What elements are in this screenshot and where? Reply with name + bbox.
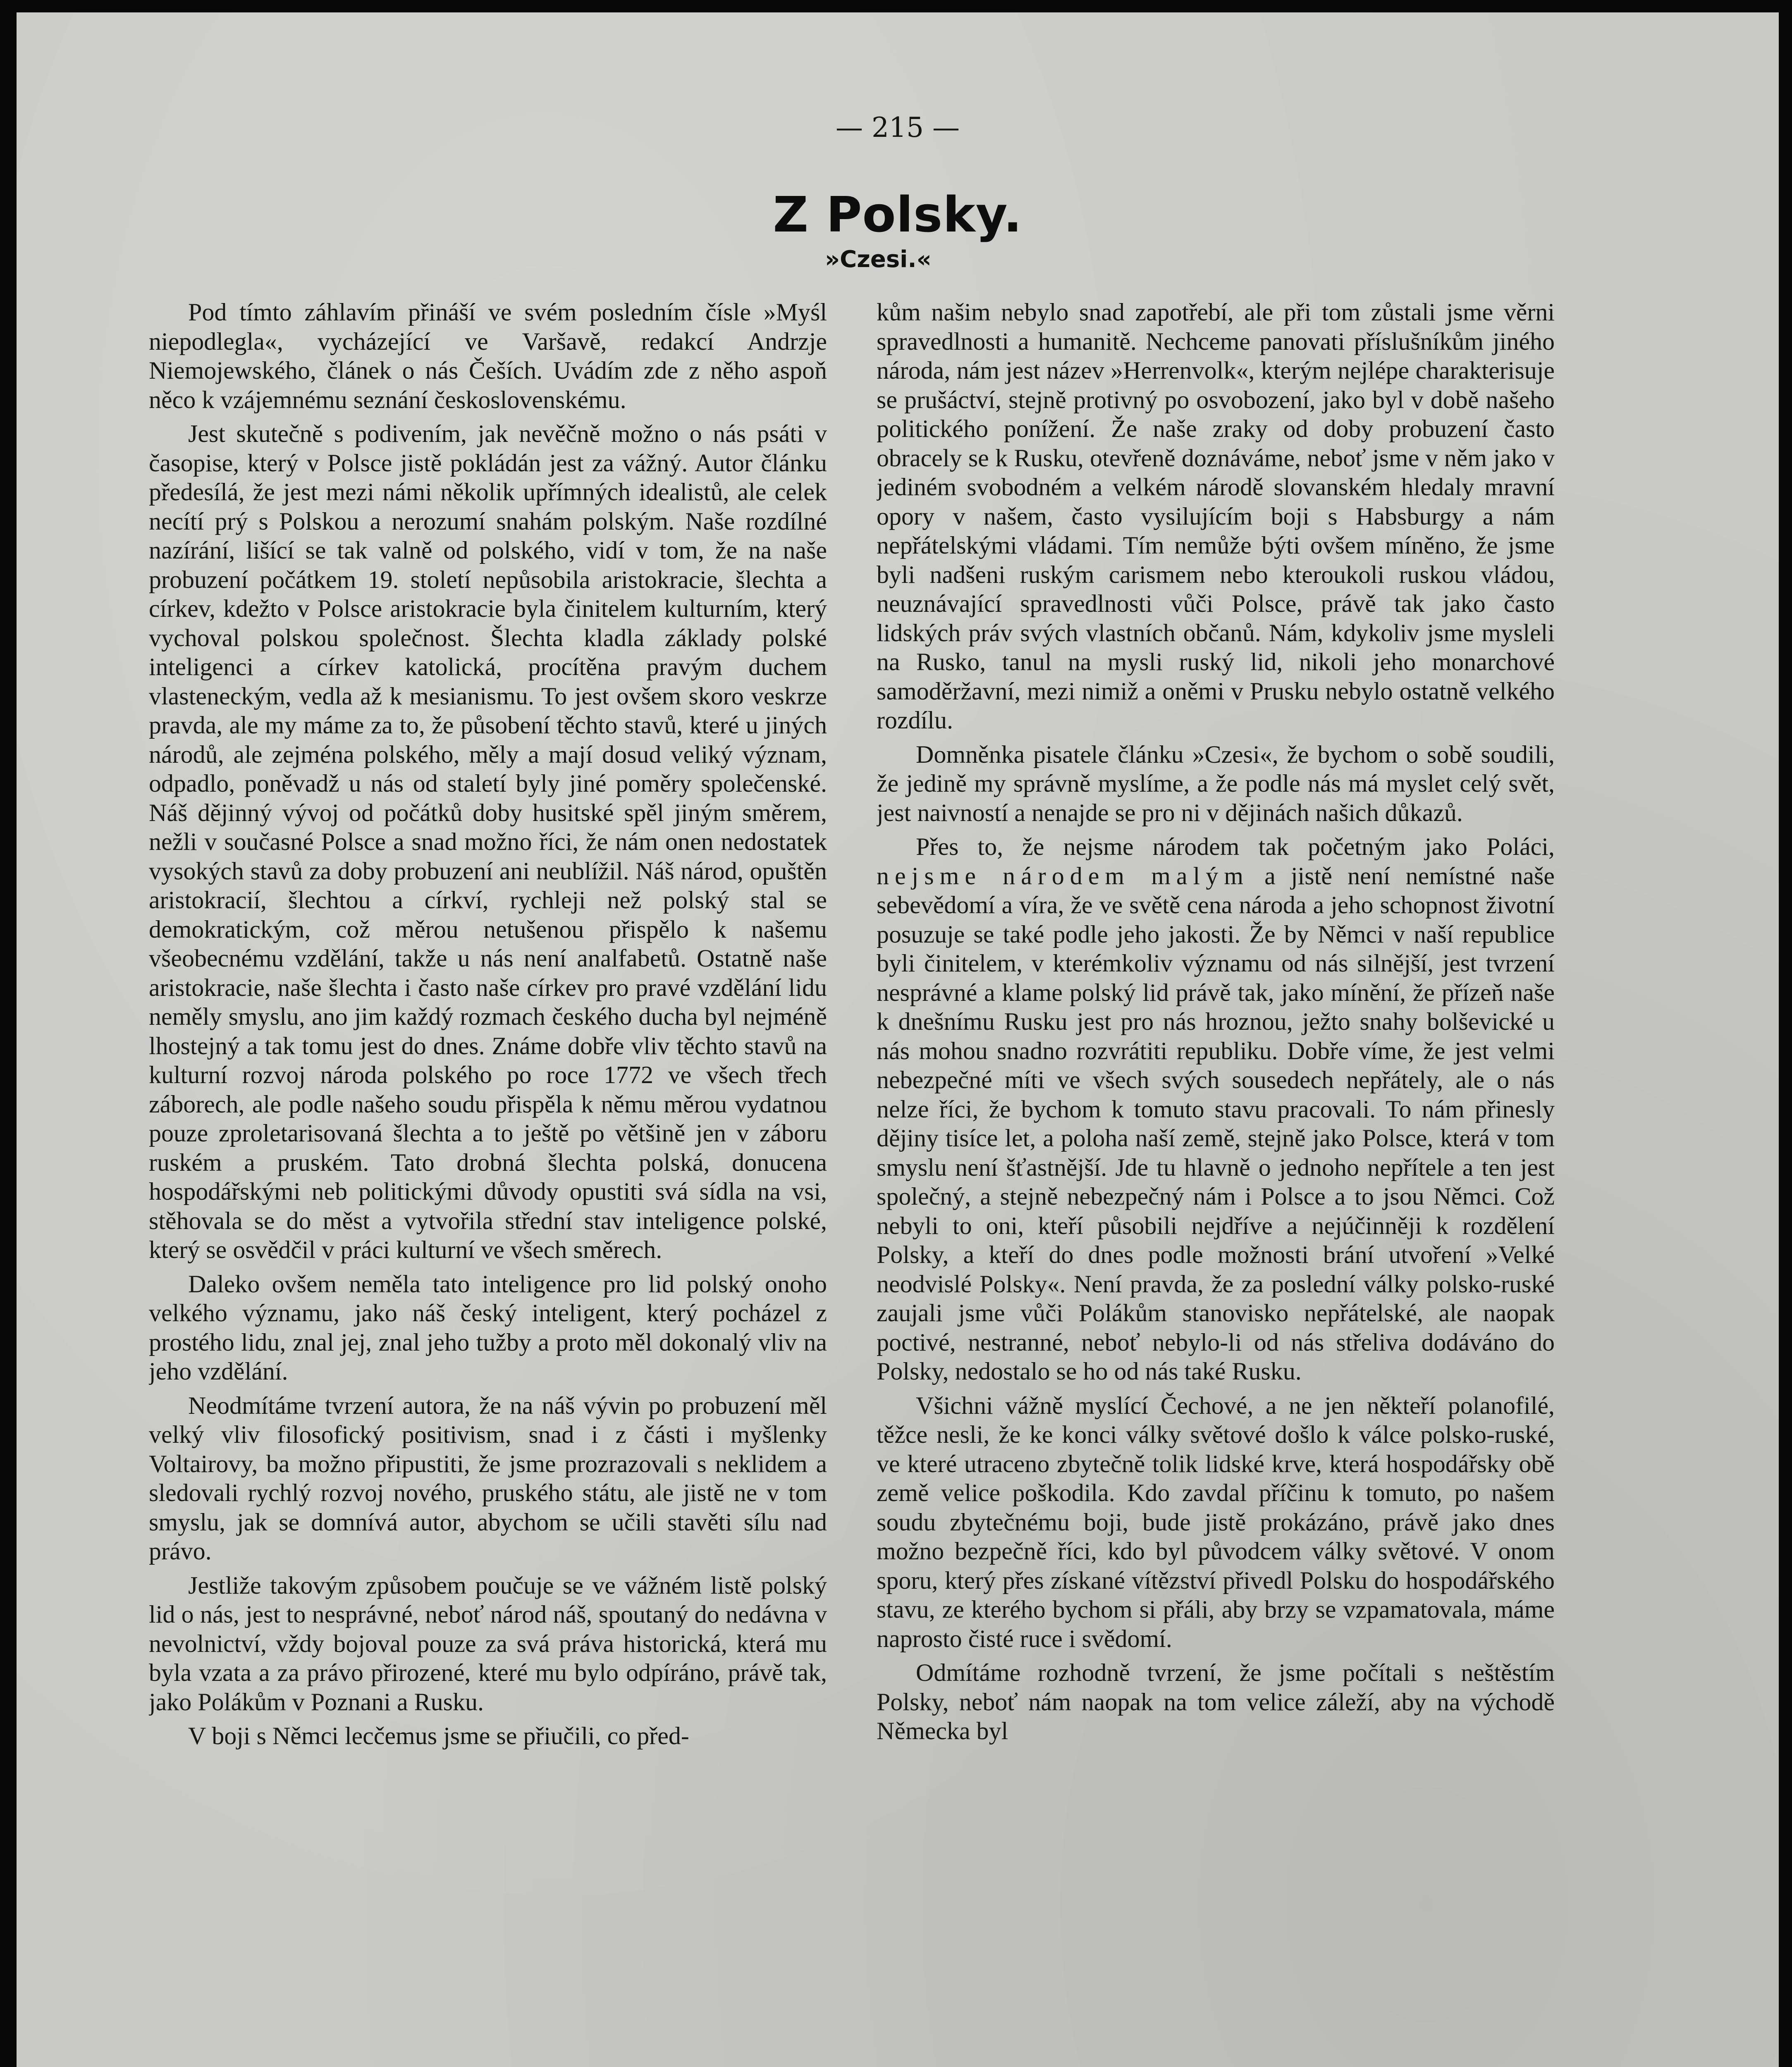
paragraph: Odmítáme rozhodně tvrzení, že jsme počítali s neštěstím Polsky, neboť nám naopak na tom velice záleží, aby na východě Německa byl	[877, 1659, 1555, 1745]
page-number: — 215 —	[836, 112, 960, 143]
paragraph: Jest skutečně s podivením, jak nevěčně možno o nás psáti v časopise, který v Polsce jistě pokládán jest za vážný. Autor článku předesílá, že jest mezi námi několik upřímných idealistů, ale celek necítí prý s Polskou a nerozumí snahám polským. Naše rozdílné nazírání, lišící se tak valně od polského, vidí v tom, že na naše probuzení počátkem 19. století nepůsobila aristokracie, šlechta a církev, kdežto v Polsce aristokracie byla činitelem kulturním, který vychoval polskou společnost. Šlechta kladla základy polské inteligenci a církev katolická, procítěna pravým duchem vlasteneckým, vedla až k mesianismu. To jest ovšem skoro veskrze pravda, ale my máme za to, že působení těchto stavů, které u jiných národů, ale zejména polského, měly a mají dosud veliký význam, odpadlo, poněvadž u nás od staletí byly jiné poměry společenské. Náš dějinný vývoj od počátků doby husitské spěl jiným směrem, nežli v současné Polsce a snad možno říci, že nám onen nedostatek vysokých stavů za doby probuzení ani neublížil. Náš národ, opuštěn aristokracií, šlechtou a církví, rychleji než polský stal se demokratickým, což měrou netušenou přispělo k našemu všeobecnému vzdělání, takže u nás není analfabetů. Ostatně naše aristokracie, naše šlechta i často naše církev pro pravé vzdělání lidu neměly smyslu, ano jim každý rozmach českého ducha byl nejméně lhostejný a tak tomu jest do dnes. Známe dobře vliv těchto stavů na kulturní rozvoj národa polského po roce 1772 ve všech třech záborech, ale podle našeho soudu přispěla k němu měrou vydatnou pouze zproletarisovaná šlechta a to ještě po většině jen v záboru ruském a pruském. Tato drobná šlechta polská, donucena hospodářskými neb politickými důvody opustiti svá sídla na vsi, stěhovala se do měst a vytvořila střední stav inteligence polské, který se osvědčil v práci kulturní ve všech směrech.	[149, 420, 827, 1263]
emphasized-text: nejsme národem malým	[877, 862, 1249, 890]
paragraph: Domněnka pisatele článku »Czesi«, že bychom o sobě soudili, že jedině my správně myslíme, a že podle nás má myslet celý svět, jest naivností a nenajde se pro ni v dějinách našich důkazů.	[877, 740, 1555, 826]
text-run: a jistě není nemístné naše sebevědomí a víra, že ve světě cena národa a jeho schopnost životní posuzuje se také podle jeho jakosti. Že by Němci v naší republice byli činitelem, v kterémkoliv významu od nás silnější, jest tvrzení nesprávné a klame polský lid právě tak, jako mínění, že přízeň naše k dnešnímu Rusku jest pro nás hroznou, ježto snahy bolševické u nás mohou snadno rozvrátiti republiku. Dobře víme, že jest velmi nebezpečné míti ve všech svých sousedech nepřátely, ale o nás nelze říci, že bychom k tomuto stavu pracovali. To nám přinesly dějiny tisíce let, a poloha naší země, stejně jako Polsce, která v tom smyslu není šťastnější. Jde tu hlavně o jednoho nepřítele a ten jest společný, a stejně nebezpečný nám i Polsce a to jsou Němci. Což nebyli to oni, kteří působili nejdříve a nejúčinněji k rozdělení Polsky, a kteří do dnes podle možnosti brání utvoření »Velké neodvislé Polsky«. Není pravda, že za poslední války polsko-ruské zaujali jsme vůči Polákům stanovisko nepřátelské, ale naopak poctivé, nestranné, neboť nebylo-li od nás střeliva dodáváno do Polsky, nedostalo se ho od nás také Rusku.	[877, 862, 1555, 1385]
scanned-page	[17, 12, 1779, 2067]
left-column	[149, 298, 827, 2055]
article-subtitle: »Czesi.«	[825, 246, 932, 273]
paragraph	[877, 832, 1555, 1386]
paragraph: Daleko ovšem neměla tato inteligence pro lid polský onoho velkého významu, jako náš český inteligent, který pocházel z prostého lidu, znal jej, znal jeho tužby a proto měl dokonalý vliv na jeho vzdělání.	[149, 1270, 827, 1385]
paragraph: kům našim nebylo snad zapotřebí, ale při tom zůstali jsme věrni spravedlnosti a humanitě. Nechceme panovati příslušníkům jiného národa, nám jest název »Herrenvolk«, kterým nejlépe charakterisuje se prušáctví, stejně protivný po osvobození, jako byl v době našeho politického ponížení. Že naše zraky od doby probuzení často obracely se k Rusku, otevřeně doznáváme, neboť jsme v něm jako v jediném svobodném a velkém národě slovanském hledaly mravní opory v našem, často vysilujícím boji s Habsburgy a nám nepřátelskými vládami. Tím nemůže býti ovšem míněno, že jsme byli nadšeni ruským carismem nebo kteroukoli ruskou vládou, neuznávající spravedlnosti vůči Polsce, právě tak jako často lidských práv svých vlastních občanů. Nám, kdykoliv jsme mysleli na Rusko, tanul na mysli ruský lid, nikoli jeho monarchové samoděržavní, mezi nimiž a oněmi v Prusku nebylo ostatně velkého rozdílu.	[877, 298, 1555, 734]
paragraph: V boji s Němci lecčemus jsme se přiučili, co před-	[188, 1722, 689, 1750]
paragraph: Neodmítáme tvrzení autora, že na náš vývin po probuzení měl velký vliv filosofický positivism, snad i z části i myšlenky Voltairovy, ba možno připustiti, že jsme prozrazovali s neklidem a sledovali rychlý rozvoj nového, pruského státu, ale jistě ne v tom smyslu, jak se domnívá autor, abychom se učili stavěti sílu nad právo.	[149, 1392, 827, 1565]
article-title: Z Polsky.	[773, 186, 1023, 243]
paragraph: Všichni vážně myslící Čechové, a ne jen někteří polanofilé, těžce nesli, že ke konci války světové došlo k válce polsko-ruské, ve které utraceno zbytečně tolik lidské krve, která hospodářsky obě země velice poškodila. Kdo zavdal příčinu k tomuto, po našem soudu zbytečnému boji, bude jistě prokázáno, právě jako dnes možno bezpečně říci, kdo byl původcem války světové. V onom sporu, který přes získané vítězství přivedl Polsku do hospodářského stavu, ze kterého bychom si přáli, aby brzy se vzpamatovala, máme naprosto čisté ruce i svědomí.	[877, 1392, 1555, 1652]
text-run: Přes to, že nejsme národem tak početným jako Poláci,	[916, 833, 1555, 860]
paragraph: Pod tímto záhlavím přináší ve svém posledním čísle »Myśl niepodlegla«, vycházející ve Varšavě, redakcí Andrzje Niemojewského, článek o nás Češích. Uvádím zde z něho aspoň něco k vzájemnému seznání československému.	[149, 298, 827, 413]
right-column	[877, 298, 1555, 2055]
paragraph: Jestliže takovým způsobem poučuje se ve vážném listě polský lid o nás, jest to nesprávné, neboť národ náš, spoutaný do nedávna v nevolnictví, vždy bojoval pouze za svá práva historická, která mu byla vzata a za právo přirozené, které mu bylo odpíráno, právě tak, jako Polákům v Poznani a Rusku.	[149, 1571, 827, 1716]
